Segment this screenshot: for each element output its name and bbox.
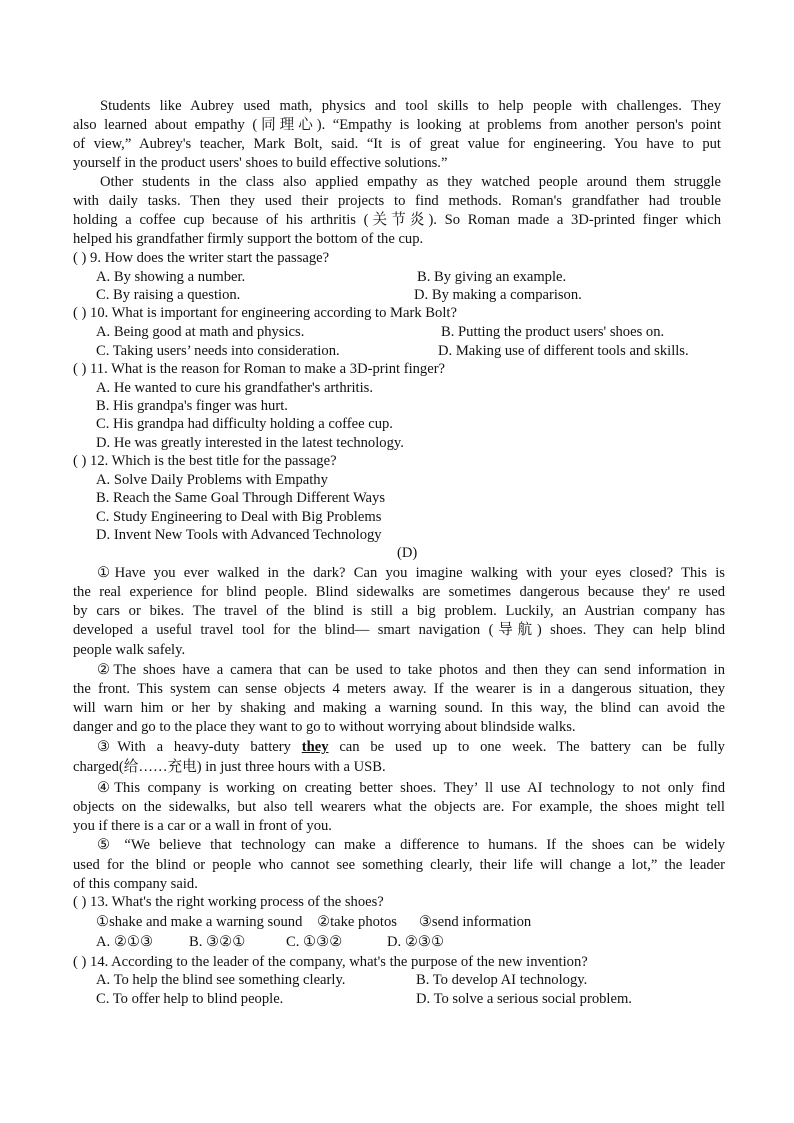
question-9-stem: ( ) 9. How does the writer start the passage? [73, 250, 330, 266]
passage-d-para2-line3: will warn him or her by shaking and making a warning sound. In this way, the blind can avoid the [73, 700, 725, 716]
question-10-option-a: A. Being good at math and physics. [96, 324, 305, 340]
question-10-option-d: D. Making use of different tools and skills. [438, 343, 689, 359]
question-14-option-a: A. To help the blind see something clearly. [96, 972, 346, 988]
passage-d-para2-line4: danger and go to the place they want to go to without worrying about blindside walks. [73, 719, 576, 735]
question-13-option-d: D. ②③① [387, 934, 445, 950]
passage-d-para2-line1: ②The shoes have a camera that can be used to take photos and then they can send information in [97, 662, 725, 678]
passage-d-para3-pre: ③With a heavy-duty battery [97, 739, 291, 755]
passage-d-para4-line1: ④This company is working on creating better shoes. They’ ll use AI technology to not only find [97, 780, 725, 796]
question-10-option-c: C. Taking users’ needs into consideration. [96, 343, 340, 359]
passage-c-para2-line1: Other students in the class also applied empathy as they watched people around them struggle [100, 174, 721, 190]
passage-d-para1-line5: people walk safely. [73, 642, 186, 658]
passage-d-para5-line2: used for the blind or people who cannot see something clearly, their life will change a lot,” the leader [73, 857, 725, 873]
question-10-option-b: B. Putting the product users' shoes on. [441, 324, 665, 340]
question-10-stem: ( ) 10. What is important for engineering according to Mark Bolt? [73, 305, 457, 321]
passage-d-para3-line1 [73, 738, 725, 757]
question-9-option-d: D. By making a comparison. [414, 287, 582, 303]
question-13-option-c: C. ①③② [286, 934, 343, 950]
passage-c-para1-line2: also learned about empathy (同理心). “Empathy is looking at problems from another person's point [73, 117, 721, 133]
question-13-stem: ( ) 13. What's the right working process of the shoes? [73, 894, 384, 910]
question-11-option-d: D. He was greatly interested in the latest technology. [96, 435, 404, 451]
question-9-option-a: A. By showing a number. [96, 269, 246, 285]
question-11-stem: ( ) 11. What is the reason for Roman to make a 3D-print finger? [73, 361, 446, 377]
question-12-stem: ( ) 12. Which is the best title for the passage? [73, 453, 337, 469]
question-13-steps: ①shake and make a warning sound ②take photos ③send information [96, 914, 532, 930]
passage-d-para4-line3: you if there is a car or a wall in front of you. [73, 818, 332, 834]
question-11-option-c: C. His grandpa had difficulty holding a coffee cup. [96, 416, 393, 432]
question-11-option-b: B. His grandpa's finger was hurt. [96, 398, 288, 414]
question-13-option-a: A. ②①③ [96, 934, 154, 950]
passage-c-para1-line4: yourself in the product users' shoes to build effective solutions.” [73, 155, 448, 171]
passage-d-para3-post: can be used up to one week. The battery can be fully [339, 739, 725, 755]
question-12-option-d: D. Invent New Tools with Advanced Technology [96, 527, 382, 543]
passage-d-para1-line1: ①Have you ever walked in the dark? Can you imagine walking with your eyes closed? This is [97, 565, 725, 581]
passage-d-para4-line2: objects on the sidewalks, but also tell wearers what the objects are. For example, the shoes might tell [73, 799, 725, 815]
passage-c-para2-line3: holding a coffee cup because of his arthritis (关节炎). So Roman made a 3D-printed finger which [73, 212, 721, 228]
passage-d-para5-line1: ⑤ “We believe that technology can make a difference to humans. If the shoes can be widely [97, 837, 725, 853]
question-12-option-a: A. Solve Daily Problems with Empathy [96, 472, 328, 488]
question-14-option-c: C. To offer help to blind people. [96, 991, 284, 1007]
passage-d-para1-line4: developed a useful travel tool for the blind— smart navigation (导航) shoes. They can help blind [73, 622, 725, 638]
question-9-option-b: B. By giving an example. [417, 269, 567, 285]
passage-c-para1-line3: of view,” Aubrey's teacher, Mark Bolt, said. “It is of great value for engineering. You have to put [73, 136, 721, 152]
passage-d-para1-line2: the real experience for blind people. Blind sidewalks are sometimes dangerous because they' re used [73, 584, 725, 600]
passage-d-keyword: they [301, 739, 329, 755]
question-14-stem: ( ) 14. According to the leader of the company, what's the purpose of the new invention? [73, 954, 588, 970]
passage-c-para1-line1: Students like Aubrey used math, physics and tool skills to help people with challenges. They [100, 98, 721, 114]
question-14-option-b: B. To develop AI technology. [416, 972, 588, 988]
passage-c-para2-line2: with daily tasks. Then they used their projects to find methods. Roman's grandfather had trouble [73, 193, 721, 209]
question-13-option-b: B. ③②① [189, 934, 246, 950]
question-9-option-c: C. By raising a question. [96, 287, 241, 303]
question-12-option-c: C. Study Engineering to Deal with Big Problems [96, 509, 382, 525]
passage-d-para5-line3: of this company said. [73, 876, 198, 892]
passage-d-para3-line2: charged(给……充电) in just three hours with a USB. [73, 759, 386, 775]
passage-d-para1-line3: by cars or bikes. The travel of the blind is still a big problem. Luckily, an Austrian company has [73, 603, 725, 619]
question-12-option-b: B. Reach the Same Goal Through Different Ways [96, 490, 386, 506]
passage-c-para2-line4: helped his grandfather firmly support the bottom of the cup. [73, 231, 424, 247]
passage-d-para2-line2: the front. This system can sense objects 4 meters away. If the wearer is in a dangerous situation, they [73, 681, 725, 697]
section-d-heading: (D) [397, 545, 418, 561]
question-11-option-a: A. He wanted to cure his grandfather's arthritis. [96, 380, 373, 396]
question-14-option-d: D. To solve a serious social problem. [416, 991, 632, 1007]
